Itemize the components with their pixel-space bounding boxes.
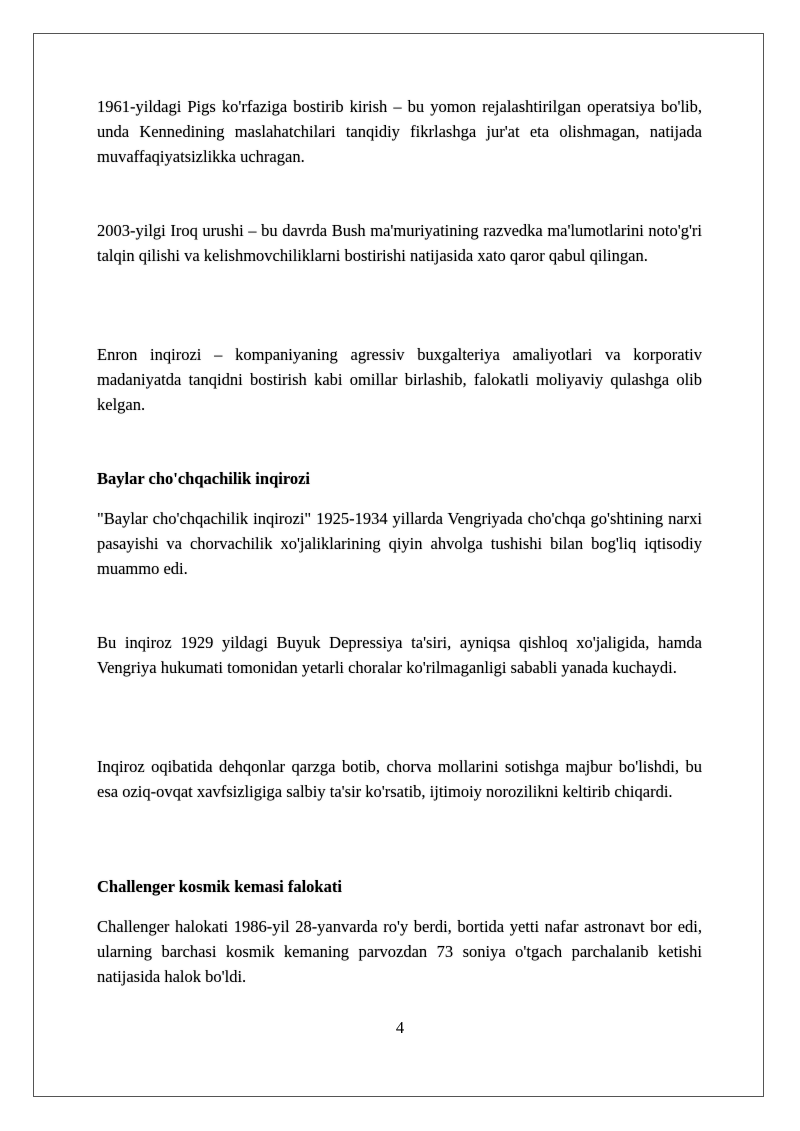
paragraph-baylar-3: Inqiroz oqibatida dehqonlar qarzga botib, chorva mollarini sotishga majbur bo'lishdi, bu esa oziq-ovqat xavfsizligiga salbiy ta'sir ko'rsatib, ijtimoiy norozilikni keltirib chiqardi. xyxy=(97,757,702,801)
page-number: 4 xyxy=(395,1018,405,1037)
heading-challenger: Challenger kosmik kemasi falokati xyxy=(97,877,342,896)
paragraph-baylar-1: "Baylar cho'chqachilik inqirozi" 1925-1934 yillarda Vengriyada cho'chqa go'shtining narxi pasayishi va chorvachilik xo'jaliklarining qiyin ahvolga tushishi bilan bog'liq iqtisodiy muammo edi. xyxy=(97,509,702,578)
paragraph-pigs-bay: 1961-yildagi Pigs ko'rfaziga bostirib kirish – bu yomon rejalashtirilgan operatsiya bo'lib, unda Kennedining maslahatchilari tanqidiy fikrlashga jur'at eta olishmagan, natijada muvaffaqiyatsizlikka uchragan. xyxy=(97,97,702,166)
paragraph-iraq-war: 2003-yilgi Iroq urushi – bu davrda Bush ma'muriyatining razvedka ma'lumotlarini noto'g'ri talqin qilishi va kelishmovchiliklarni bostirishi natijasida xato qaror qabul qilingan. xyxy=(97,221,702,265)
paragraph-challenger-1: Challenger halokati 1986-yil 28-yanvarda ro'y berdi, bortida yetti nafar astronavt bor edi, ularning barchasi kosmik kemaning parvozdan 73 soniya o'tgach parchalanib ketishi natijasida halok bo'ldi. xyxy=(97,917,702,986)
paragraph-enron: Enron inqirozi – kompaniyaning agressiv buxgalteriya amaliyotlari va korporativ madaniyatda tanqidni bostirish kabi omillar birlashib, falokatli moliyaviy qulashga olib kelgan. xyxy=(97,345,702,414)
heading-baylar: Baylar cho'chqachilik inqirozi xyxy=(97,469,311,488)
paragraph-baylar-2: Bu inqiroz 1929 yildagi Buyuk Depressiya ta'siri, ayniqsa qishloq xo'jaligida, hamda Vengriya hukumati tomonidan yetarli choralar ko'rilmaganligi sababli yanada kuchaydi. xyxy=(97,633,702,677)
